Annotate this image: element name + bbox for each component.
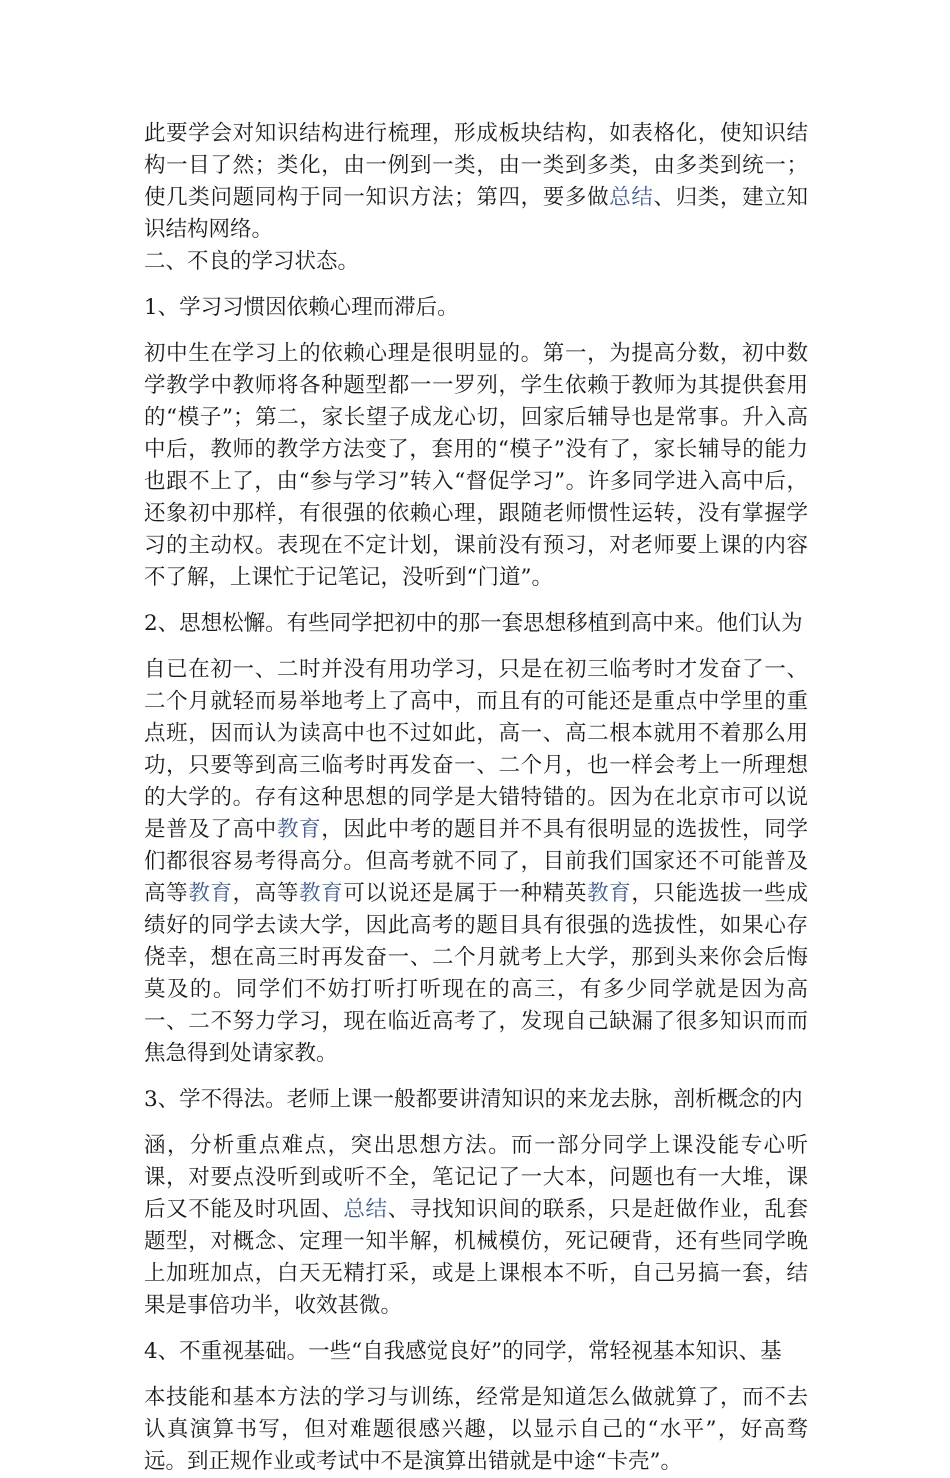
section-1-body: 初中生在学习上的依赖心理是很明显的。第一，为提高分数，初中数学教学中教师将各种题型都一一罗列，学生依赖于教师为其提供套用的“模子”；第二，家长望子成龙心切，回家后辅导也是常事。升入高中后，教师的教学方法变了，套用的“模子”没有了，家长辅导的能力也跟不上了，由“参与学习”转入“督促学习”。许多同学进入高中后，还象初中那样，有很强的依赖心理，跟随老师惯性运转，没有掌握学习的主动权。表现在不定计划，课前没有预习，对老师要上课的内容不了解，上课忙于记笔记，没听到“门道”。 [144,341,808,590]
paragraph-knowledge-structure [144,118,808,246]
paragraph-text: 、寻找知识间的联系，只是赶做作业，乱套题型，对概念、定理一知半解，机械模仿，死记硬背，还有些同学晚上加班加点，白天无精打采，或是上课根本不听，自己另搞一套，结果是事倍功半，收效甚微。 [144,1197,808,1318]
section-3-first-line: 3、学不得法。老师上课一般都要讲清知识的来龙去脉，剖析概念的内 [144,1087,803,1112]
section-2-body [144,654,808,1070]
paragraph-text: ，高等 [232,881,300,906]
link-education[interactable]: 教育 [299,881,344,906]
link-education[interactable]: 教育 [276,817,322,842]
link-education[interactable]: 教育 [587,881,632,906]
section-4-body: 本技能和基本方法的学习与训练，经常是知道怎么做就算了，而不去认真演算书写，但对难题很感兴趣，以显示自己的“水平”，好高骛远。到正规作业或考试中不是演算出错就是中途“卡壳”。 [144,1385,808,1474]
paragraph-text: ，只能选拔一些成绩好的同学去读大学，因此高考的题目具有很强的选拔性，如果心存侥幸，想在高三时再发奋一、二个月就考上大学，那到头来你会后悔莫及的。同学们不妨打听打听现在的高三，有多少同学就是因为高一、二不努力学习，现在临近高考了，发现自己缺漏了很多知识而而焦急得到处请家教。 [144,881,808,1066]
section-2-first-line: 2、思想松懈。有些同学把初中的那一套思想移植到高中来。他们认为 [144,611,803,636]
paragraph-text: 涵，分析重点难点，突出思想方法。而一部分同学上课没能专心听课，对要点没听到或听不全，笔记记了一大本，问题也有一大堆，课后又不能及时巩固、 [144,1133,808,1222]
section-1-title: 1、学习习惯因依赖心理而滞后。 [144,295,459,320]
section-3-body [144,1130,808,1322]
link-summary[interactable]: 总结 [343,1197,388,1222]
paragraph-text: 此要学会对知识结构进行梳理，形成板块结构，如表格化，使知识结构一目了然；类化，由一例到一类，由一类到多类，由多类到统一；使几类问题同构于同一知识方法；第四，要多做 [144,121,808,210]
paragraph-text: 、归类，建立知识结构网络。 [144,185,808,242]
paragraph-text: 可以说还是属于一种精英 [343,881,588,906]
paragraph-text: ，因此中考的题目并不具有很明显的选拔性，同学们都很容易考得高分。但高考就不同了，目前我们国家还不可能普及高等 [144,817,808,906]
document-body [144,118,808,1478]
section-4-first-line: 4、不重视基础。一些“自我感觉良好”的同学，常轻视基本知识、基 [144,1339,782,1364]
link-education[interactable]: 教育 [188,881,233,906]
section-heading-bad-learning-states: 二、不良的学习状态。 [144,249,360,274]
paragraph-text: 自已在初一、二时并没有用功学习，只是在初三临考时才发奋了一、二个月就轻而易举地考上了高中，而且有的可能还是重点中学里的重点班，因而认为读高中也不过如此，高一、高二根本就用不着那么用功，只要等到高三临考时再发奋一、二个月，也一样会考上一所理想的大学的。存有这种思想的同学是大错特错的。因为在北京市可以说是普及了高中 [144,657,808,842]
link-summary[interactable]: 总结 [609,185,654,210]
